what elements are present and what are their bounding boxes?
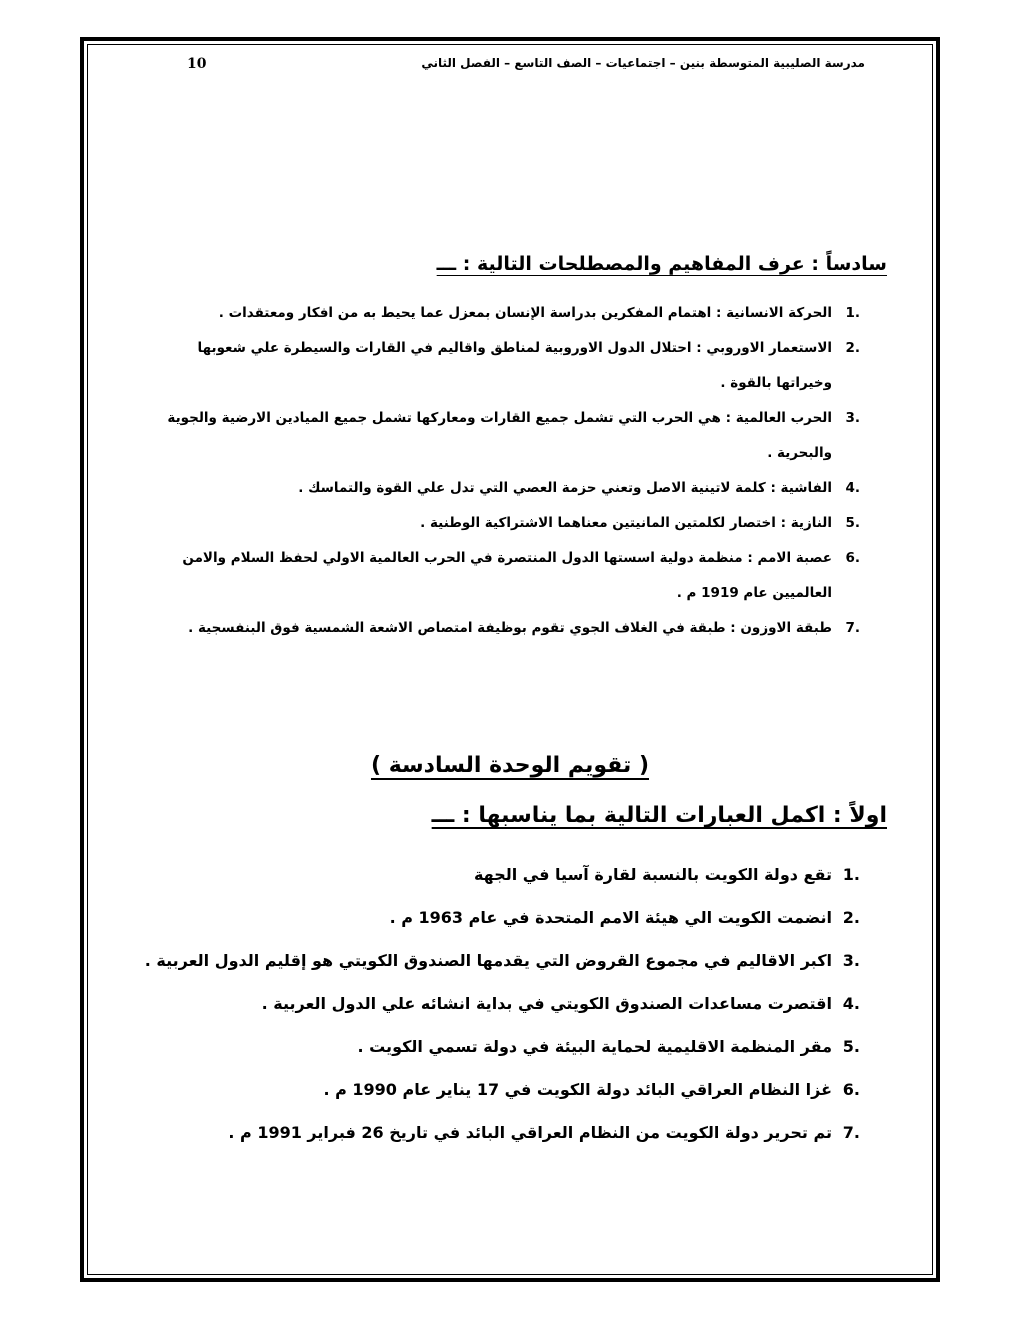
definition-item [140,611,860,646]
definition-item [140,471,860,506]
page-number: 10 [187,56,207,72]
item-number: 2. [842,908,860,927]
completion-text: اكبر الاقاليم في مجموع القروض التي يقدمها الصندوق الكويتي هو إقليم الدول العربية . [144,951,832,970]
definition-text: الحرب العالمية : هي الحرب التي تشمل جميع القارات ومعاركها تشمل جميع الميادين الارضية والجوية والبحرية . [167,410,832,461]
item-number: 3. [845,410,860,426]
definition-text: طبقة الاوزون : طبقة في الغلاف الجوي تقوم بوظيفة امتصاص الاشعة الشمسية فوق البنفسجية . [188,620,832,636]
definition-text: النازية : اختصار لكلمتين المانيتين معناهما الاشتراكية الوطنية . [420,515,832,531]
item-number: 4. [842,994,860,1013]
item-number: 3. [842,951,860,970]
definition-text: الفاشية : كلمة لاتينية الاصل وتعني حزمة العصي التي تدل علي القوة والتماسك . [298,480,832,496]
completion-text: غزا النظام العراقي البائد دولة الكويت في 17 يناير عام 1990 م . [323,1080,832,1099]
definition-item [140,331,860,401]
item-number: 6. [845,550,860,566]
item-number: 6. [842,1080,860,1099]
unit-evaluation-title: ( تقويم الوحدة السادسة ) [370,753,649,778]
item-number: 7. [842,1123,860,1142]
completion-text: انضمت الكويت الي هيئة الامم المتحدة في عام 1963 م . [389,908,832,927]
completion-text: اقتصرت مساعدات الصندوق الكويتي في بداية انشائه علي الدول العربية . [261,994,832,1013]
completion-item [120,1111,860,1154]
definition-text: عصبة الامم : منظمة دولية اسستها الدول المنتصرة في الحرب العالمية الاولي لحفظ السلام والامن العالميين عام 1919 م . [182,550,832,601]
section-first-heading: اولاً : اكمل العبارات التالية بما يناسبها : ـــ [431,803,887,828]
item-number: 4. [845,480,860,496]
definition-text: الاستعمار الاوروبي : احتلال الدول الاوروبية لمناطق واقاليم في القارات والسيطرة علي شعوبها وخيراتها بالقوة . [197,340,832,391]
running-header: مدرسة الصليبية المتوسطة بنين – اجتماعيات – الصف التاسع – الفصل الثاني [421,56,865,70]
definition-item [140,506,860,541]
completion-item [120,1068,860,1111]
definition-item [140,541,860,611]
completion-list [120,853,860,1154]
item-number: 7. [845,620,860,636]
definition-item [140,296,860,331]
item-number: 1. [842,865,860,884]
definition-text: الحركة الانسانية : اهتمام المفكرين بدراسة الإنسان بمعزل عما يحيط به من افكار ومعتقدات . [218,305,832,321]
completion-text: مقر المنظمة الاقليمية لحماية البيئة في دولة تسمي الكويت . [357,1037,832,1056]
completion-item [120,853,860,896]
completion-text: تم تحرير دولة الكويت من النظام العراقي البائد في تاريخ 26 فبراير 1991 م . [228,1123,832,1142]
definition-item [140,401,860,471]
item-number: 2. [845,340,860,356]
completion-item [120,939,860,982]
completion-item [120,896,860,939]
item-number: 5. [842,1037,860,1056]
completion-item [120,1025,860,1068]
section-six-heading: سادساً : عرف المفاهيم والمصطلحات التالية : ـــ [436,253,887,275]
completion-text: تقع دولة الكويت بالنسبة لقارة آسيا في الجهة [473,865,832,884]
item-number: 5. [845,515,860,531]
definitions-list [140,296,860,646]
item-number: 1. [845,305,860,321]
completion-item [120,982,860,1025]
